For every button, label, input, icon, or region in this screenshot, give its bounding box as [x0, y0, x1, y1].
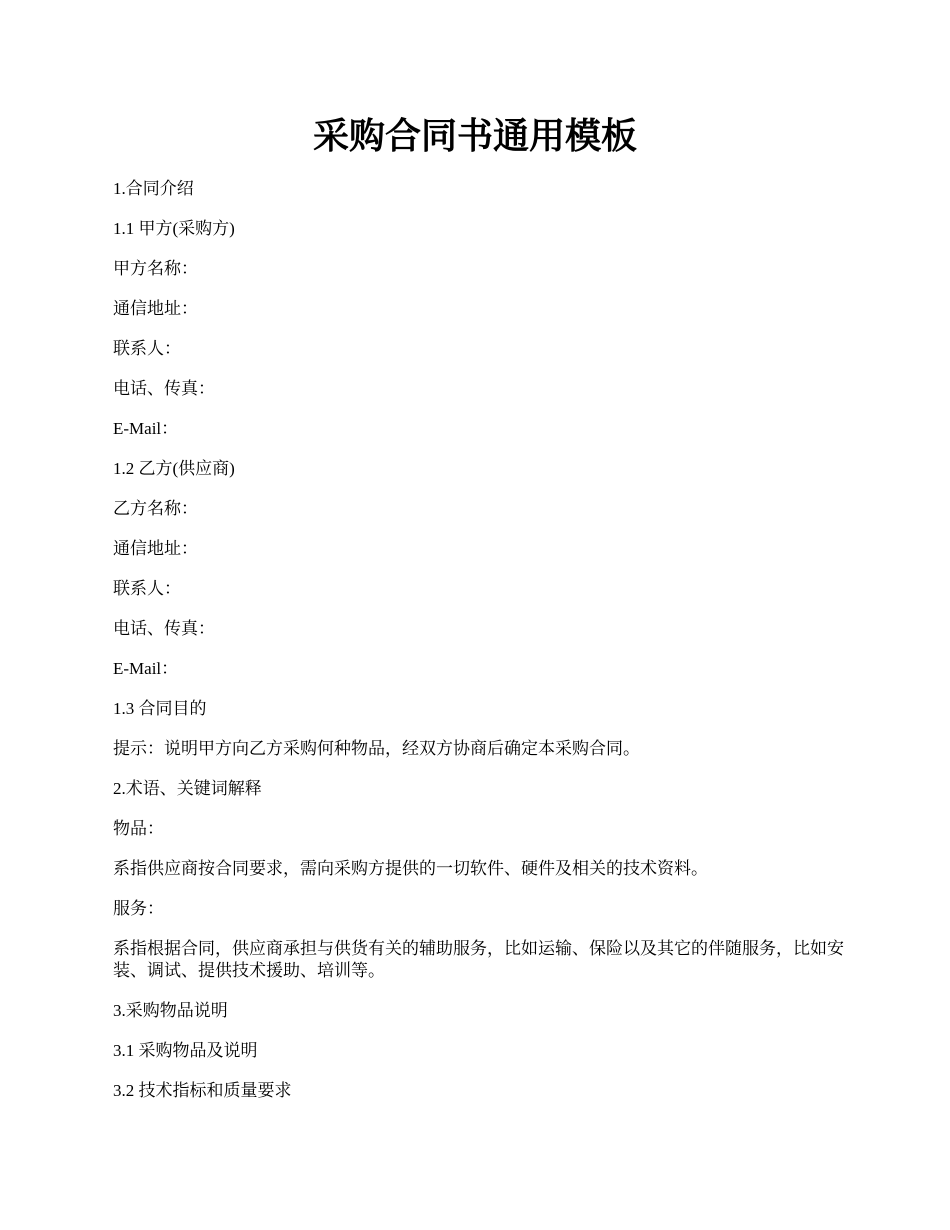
subsection-heading-1-3: 1.3 合同目的: [113, 699, 207, 718]
document-title: 采购合同书通用模板: [312, 116, 637, 156]
party-b-phone-fax-line: 电话、传真：: [113, 619, 215, 638]
party-b-email-line: E-Mail：: [113, 659, 179, 678]
party-a-contact-line: 联系人：: [113, 339, 181, 358]
party-a-email-line: E-Mail：: [113, 419, 179, 438]
term-services-definition: 系指根据合同，供应商承担与供货有关的辅助服务，比如运输、保险以及其它的伴随服务，比如安装、调试、提供技术援助、培训等。: [113, 939, 844, 980]
section-heading-3: 3.采购物品说明: [113, 1001, 228, 1020]
party-a-name-line: 甲方名称：: [113, 259, 198, 278]
party-b-address-line: 通信地址：: [113, 539, 198, 558]
party-a-phone-fax-line: 电话、传真：: [113, 379, 215, 398]
contract-purpose-hint: 提示：说明甲方向乙方采购何种物品，经双方协商后确定本采购合同。: [113, 739, 640, 758]
subsection-heading-3-2: 3.2 技术指标和质量要求: [113, 1081, 292, 1100]
section-heading-1: 1.合同介绍: [113, 179, 194, 198]
subsection-heading-3-1: 3.1 采购物品及说明: [113, 1041, 258, 1060]
term-goods-definition: 系指供应商按合同要求，需向采购方提供的一切软件、硬件及相关的技术资料。: [113, 859, 708, 878]
section-heading-2: 2.术语、关键词解释: [113, 779, 262, 798]
party-b-contact-line: 联系人：: [113, 579, 181, 598]
term-services-label: 服务：: [113, 899, 164, 918]
party-a-address-line: 通信地址：: [113, 299, 198, 318]
subsection-heading-1-2: 1.2 乙方(供应商): [113, 459, 235, 478]
party-b-name-line: 乙方名称：: [113, 499, 198, 518]
term-goods-label: 物品：: [113, 819, 164, 838]
subsection-heading-1-1: 1.1 甲方(采购方): [113, 219, 235, 238]
document-body: [113, 178, 853, 1120]
